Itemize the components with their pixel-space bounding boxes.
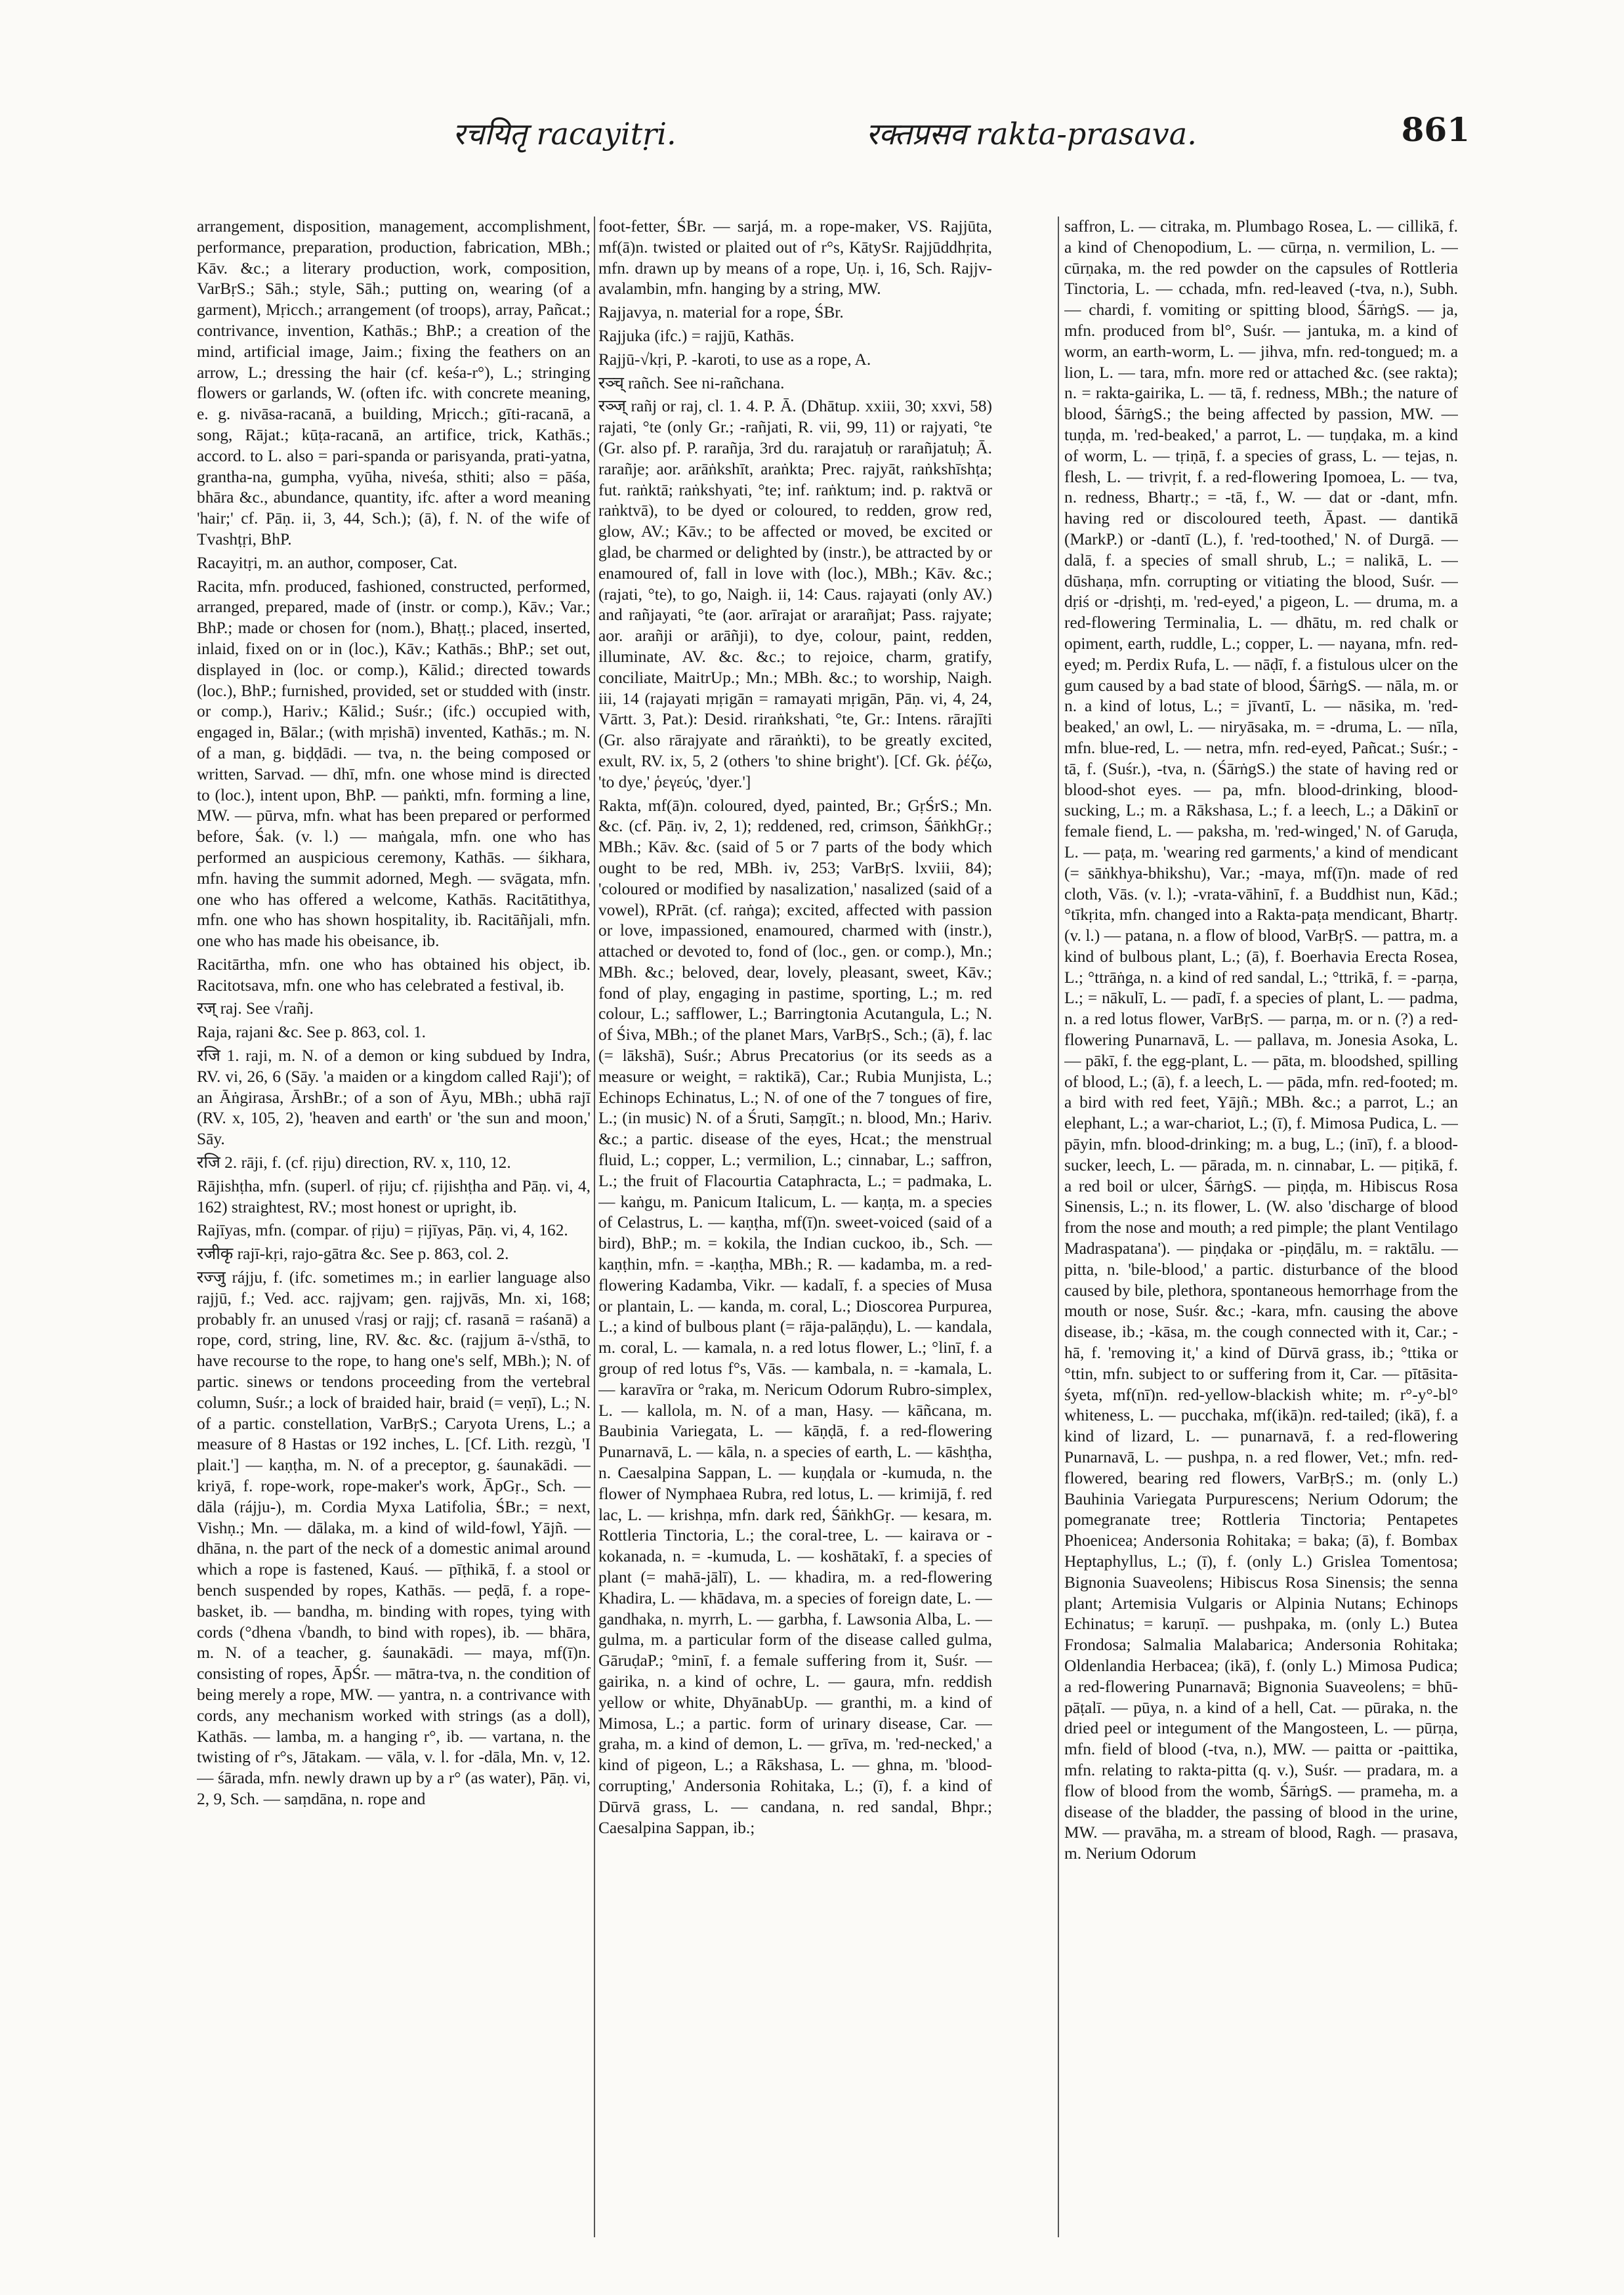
entry: रजीकृ rajī-kṛi, rajo-gātra &c. See p. 863, col. 2. — [197, 1245, 509, 1264]
entry: Rakta, mf(ā)n. coloured, dyed, painted, Br.; GṛŚrS.; Mn. &c. (cf. Pāṇ. iv, 2, 1); reddened, red, crimson, ŚāṅkhGṛ.; MBh.; Kāv. &c. (said of 5 or 7 parts of the body which ought to be red, MBh. iv, 253; VarBṛS. lxviii, 84); 'coloured or modified by nasalization,' nasalized (said of a vowel), RPrāt. (cf. raṅga); excited, affected with passion or love, impassioned, enamoured, charmed with (instr.), attached or devoted to, fond of (loc., gen. or comp.), Mn.; MBh. &c.; beloved, dear, lovely, pleasant, sweet, Kāv.; fond of play, engaging in pastime, sporting, L.; m. red colour, L.; safflower, L.; Barringtonia Acutangula, L.; N. of Śiva, MBh.; of the planet Mars, VarBṛS., Sch.; (ā), f. lac (= lākshā), Suśr.; Abrus Precatorius (or its seeds as a measure or weight, = raktikā), Car.; Rubia Munjista, L.; Echinops Echinatus, L.; N. of one of the 7 tongues of fire, L.; (in music) N. of a Śruti, Saṃgīt.; n. blood, Mn.; Hariv. &c.; a partic. disease of the eyes, Hcat.; the menstrual fluid, L.; copper, L.; vermilion, L.; cinnabar, L.; saffron, L.; the fruit of Flacourtia Cataphracta, L.; = padmaka, L. — kaṅgu, m. Panicum Italicum, L. — kaṇṭa, m. a species of Celastrus, L. — kaṇṭha, mf(ī)n. sweet-voiced (said of a bird), BhP.; m. = kokila, the Indian cuckoo, ib., Sch. — kaṇṭhin, mfn. = -kaṇṭha, MBh.; R. — kadamba, m. a red-flowering Kadamba, Vikr. — kadalī, f. a species of Musa or plantain, L. — kanda, m. coral, L.; Dioscorea Purpurea, L.; a kind of bulbous plant (= rāja-palāṇḍu), L. — kandala, m. coral, L. — kamala, n. a red lotus flower, L.; °linī, f. a group of red lotus f°s, Vās. — kambala, n. = -kamala, L. — karavīra or °raka, m. Nericum Odorum Rubro-simplex, L. — kallola, m. N. of a man, Hasy. — kāñcana, m. Baubinia Variegata, L. — kāṇḍā, f. a red-flowering Punarnavā, L. — kāla, n. a species of earth, L. — kāshṭha, n. Caesalpina Sappan, L. — kuṇḍala or -kumuda, n. the flower of Nymphaea Rubra, red lotus, L. — krimijā, f. red lac, L. — krishṇa, mfn. dark red, ŚāṅkhGṛ. — kesara, m. Rottleria Tinctoria, L.; the coral-tree, L. — kairava or -kokanada, n. = -kumuda, L. — koshātakī, f. a species of plant (= mahā-jālī), L. — khadira, m. a red-flowering Khadira, L. — khādava, m. a species of foreign date, L. — gandhaka, n. myrrh, L. — garbha, f. Lawsonia Alba, L. — gulma, m. a particular form of the disease called gulma, GāruḍaP.; °minī, f. a female suffering from it, Suśr. — gairika, n. a kind of ochre, L. — gaura, mfn. reddish yellow or white, DhyānabUp. — granthi, m. a kind of Mimosa, L.; a partic. form of urinary disease, Car. — graha, m. a kind of demon, L. — grīva, m. 'red-necked,' a kind of pigeon, L.; a Rākshasa, L. — ghna, m. 'blood-corrupting,' Andersonia Rohitaka, L.; (ī), f. a kind of Dūrvā grass, L. — candana, n. red sandal, Bhpr.; Caesalpina Sappan, ib.; — [598, 796, 992, 1837]
entry: foot-fetter, ŚBr. — sarjá, m. a rope-maker, VS. Rajjūta, mf(ā)n. twisted or plaited out of r°s, KātySr. Rajjūddhṛita, mfn. drawn up by means of a rope, Uṇ. i, 16, Sch. Rajjv-avalambin, mfn. hanging by a string, MW. — [598, 217, 992, 299]
entry: Rajjavya, n. material for a rope, ŚBr. — [598, 303, 844, 322]
header-right-headword: रक्तप्रसव rakta-prasava. — [866, 116, 1197, 152]
entry: Racayitṛi, m. an author, composer, Cat. — [197, 553, 458, 572]
entry: रञ्च् rañch. See ni-rañchana. — [598, 373, 785, 392]
entry: saffron, L. — citraka, m. Plumbago Rosea, L. — cillikā, f. a kind of Chenopodium, L. — cūrṇa, n. vermilion, L. — cūrṇaka, m. the red powder on the capsules of Rottleria Tinctoria, L. — cchada, mfn. red-leaved (-tva, n.), Subh. — chardi, f. vomiting or spitting blood, ŚārṅgS. — ja, mfn. produced from bl°, Suśr. — jantuka, m. a kind of worm, an earth-worm, L. — jihva, mfn. red-tongued; m. a lion, L. — tara, mfn. more red or attached &c. (see rakta); n. = rakta-gairika, L. — tā, f. redness, MBh.; the nature of blood, ŚārṅgS.; the being affected by passion, MW. — tuṇḍa, m. 'red-beaked,' a parrot, L. — tuṇḍaka, m. a kind of worm, L. — tṛiṇā, f. a species of grass, L. — tejas, n. flesh, L. — trivṛit, f. a red-flowering Ipomoea, L. — tva, n. redness, Bhartṛ.; = -tā, f., W. — dat or -dant, mfn. having red or discoloured teeth, Āpast. — dantikā (MarkP.) or -dantī (L.), f. 'red-toothed,' N. of Durgā. — dalā, f. a species of small shrub, L.; = nalikā, L. — dūshaṇa, mfn. corrupting or vitiating the blood, Suśr. — dṛiś or -dṛishṭi, m. 'red-eyed,' a pigeon, L. — druma, m. a red-flowering Terminalia, L. — dhātu, m. red chalk or opiment, earth, ruddle, L.; copper, L. — nayana, mfn. red-eyed; m. Perdix Rufa, L. — nāḍī, f. a fistulous ulcer on the gum caused by a bad state of blood, ŚārṅgS. — nāla, m. or n. a kind of lotus, L.; = jīvantī, L. — nāsika, m. 'red-beaked,' an owl, L. — niryāsaka, m. = -druma, L. — nīla, mfn. blue-red, L. — netra, mfn. red-eyed, Pañcat.; Suśr.; -tā, f. (Suśr.), -tva, n. (ŚārṅgS.) the state of having red or blood-shot eyes. — pa, mfn. blood-drinking, blood-sucking, L.; m. a Rākshasa, L.; f. a leech, L.; a Dākinī or female fiend, L. — paksha, m. 'red-winged,' N. of Garuḍa, L. — paṭa, m. 'wearing red garments,' a kind of mendicant (= sāṅkhya-bhikshu), Var.; -maya, mf(ī)n. made of red cloth, Vās. (v. l.); -vrata-vāhinī, f. a Buddhist nun, Kād.; °tīkṛita, mfn. changed into a Rakta-paṭa mendicant, Bhartṛ. (v. l.) — patana, n. a flow of blood, VarBṛS. — pattra, m. a kind of bulbous plant, L.; (ā), f. Boerhavia Erecta Rosea, L.; °ttrāṅga, n. a kind of red sandal, L.; °ttrikā, f. = -parṇa, L.; = nākulī, L. — padī, f. a species of plant, L. — padma, n. a red lotus flower, VarBṛS. — parṇa, m. or n. (?) a red-flowering Punarnavā, L. — pallava, m. Jonesia Asoka, L. — pākī, f. the egg-plant, L. — pāta, m. bloodshed, spilling of blood, L.; (ā), f. a leech, L. — pāda, mfn. red-footed; m. a bird with red feet, Yājñ.; MBh. &c.; a parrot, L.; an elephant, L.; a war-chariot, L.; (ī), f. Mimosa Pudica, L. — pāyin, mfn. blood-drinking; m. a bug, L.; (inī), f. a blood-sucker, leech, L. — pārada, m. n. cinnabar, L. — piṭikā, f. a red boil or ulcer, ŚārṅgS. — piṇḍa, m. Hibiscus Rosa Sinensis, L.; n. its flower, L. (W. also 'discharge of blood from the nose and mouth; a red pimple; the plant Ventilago Madraspatana'). — piṇḍaka or -piṇḍālu, m. = raktālu. — pitta, n. 'bile-blood,' a partic. disturbance of the blood caused by bile, plethora, spontaneous hemorrhage from the mouth or nose, Suśr. &c.; -kara, mfn. causing the above disease, ib.; -kāsa, m. the cough connected with it, Car.; -hā, f. 'removing it,' a kind of Dūrvā grass, ib.; °ttika or °ttin, mfn. subject to or suffering from it, Car. — pītāsita-śyeta, mf(nī)n. red-yellow-blackish white; m. r°-y°-bl° whiteness, L. — pucchaka, mf(ikā)n. red-tailed; (ikā), f. a kind of lizard, L. — punarnavā, f. a red-flowering Punarnavā, L. — pushpa, n. a red flower, Vet.; mfn. red-flowered, bearing red flowers, VarBṛS.; m. (only L.) Bauhinia Variegata Purpurescens; Nerium Odorum; the pomegranate tree; Rottleria Tinctoria; Pentapetes Phoenicea; Andersonia Rohitaka; = baka; (ā), f. Bombax Heptaphyllus, L.; (ī), f. (only L.) Grislea Tomentosa; Bignonia Suaveolens; Hibiscus Rosa Sinensis; the senna plant; Artemisia Vulgaris or Alpinia Nutans; Echinops Echinatus; = karuṇī. — pushpaka, m. (only L.) Butea Frondosa; Salmalia Malabarica; Andersonia Rohitaka; Oldenlandia Herbacea; (ikā), f. (only L.) Mimosa Pudica; a red-flowering Punarnavā; Bignonia Suaveolens; = bhū-pāṭalī. — pūya, n. a kind of a hell, Cat. — pūraka, n. the dried peel or integument of the Mangosteen, L. — pūrṇa, mfn. field of blood (-tva, n.), MW. — paitta or -paittika, mfn. relating to rakta-pitta (q. v.), Suśr. — pradara, m. a flow of blood from the womb, ŚārṅgS. — prameha, m. a disease of the bladder, the passing of blood in the urine, MW. — pravāha, m. a stream of blood, Ragh. — prasava, m. Nerium Odorum — [1064, 217, 1458, 1863]
entry: Raja, rajani &c. See p. 863, col. 1. — [197, 1023, 427, 1042]
entry: रजि 2. rāji, f. (cf. ṛiju) direction, RV. x, 110, 12. — [197, 1153, 511, 1172]
entry: Rajjū-√kṛi, P. -karoti, to use as a rope, A. — [598, 350, 871, 369]
entry: Racitārtha, mfn. one who has obtained his object, ib. Racitotsava, mfn. one who has celebrated a festival, ib. — [197, 955, 591, 995]
entry: arrangement, disposition, management, accomplishment, performance, preparation, production, fabrication, MBh.; Kāv. &c.; a literary production, work, composition, VarBṛS.; Sāh.; style, Sāh.; putting on, wearing (of a garment), Mṛicch.; arrangement (of troops), array, Pañcat.; contrivance, invention, Kathās.; BhP.; a creation of the mind, artificial image, Jaim.; fixing the feathers on an arrow, L.; dressing the hair (cf. keśa-r°), L.; stringing flowers or garlands, W. (often ifc. with concrete meaning, e. g. nivāsa-racanā, a building, Mṛicch.; gīti-racanā, a song, Rājat.; kūṭa-racanā, an artifice, trick, Kathās.; accord. to L. also = pari-spanda or parisyanda, prati-yatna, grantha-na, gumpha, vyūha, niveśa, sthiti; also = pāśa, bhāra &c., abundance, quantity, ifc. after a word meaning 'hair;' cf. Pāṇ. ii, 3, 44, Sch.); (ā), f. N. of the wife of Tvashṭṛi, BhP. — [197, 217, 591, 548]
column-divider — [594, 217, 595, 2237]
header-left-headword: रचयितृ racayitṛi. — [453, 116, 677, 152]
column-divider — [1058, 217, 1059, 2237]
entry: Racita, mfn. produced, fashioned, constructed, performed, arranged, prepared, made of (instr. or comp.), Kāv.; Var.; BhP.; made or chosen for (nom.), Bhaṭṭ.; placed, inserted, inlaid, fixed on or in (loc.), Kāv.; Kathās.; BhP.; set out, displayed in (loc. or comp.), Kālid.; directed towards (loc.), BhP.; furnished, provided, set or studded with (instr. or comp.), Hariv.; Kālid.; Suśr.; (ifc.) occupied with, engaged in, Bālar.; (with mṛishā) invented, Kathās.; m. N. of a man, g. biḍḍādi. — tva, n. the being composed or written, Sarvad. — dhī, mfn. one whose mind is directed to (loc.), intent upon, BhP. — paṅkti, mfn. forming a line, MW. — pūrva, mfn. what has been prepared or performed before, Śak. (v. l.) — maṅgala, mfn. one who has performed an auspicious ceremony, Kathās. — śikhara, mfn. having the summit adorned, Megh. — svāgata, mfn. one who has offered a welcome, Kathās. Racitātithya, mfn. one who has shown hospitality, ib. Racitāñjali, mfn. one who has made his obeisance, ib. — [197, 577, 591, 951]
entry: रञ्ज् rañj or raj, cl. 1. 4. P. Ā. (Dhātup. xxiii, 30; xxvi, 58) rajati, °te (only Gr.; -rañjati, R. vii, 99, 11) or rajyati, °te (Gr. also pf. P. rarañja, 3rd du. rarajatuḥ or rarañjatuḥ; Ā. rarañje; aor. arāṅkshīt, araṅkta; Prec. rajyāt, raṅkshīshṭa; fut. raṅktā; raṅkshyati, °te; inf. raṅktum; ind. p. raktvā or raṅktvā), to be dyed or coloured, to redden, grow red, glow, AV.; Kāv.; to be affected or moved, be excited or glad, be charmed or delighted by (instr.), be attracted by or enamoured of, fall in love with (loc.), MBh.; Kāv. &c.; (rajati, °te), to go, Naigh. ii, 14: Caus. rajayati (only AV.) and rañjayati, °te (aor. arīrajat or ararañjat; Pass. rajyate; aor. arañji or arāñji), to dye, colour, paint, redden, illuminate, AV. &c. &c.; to rejoice, charm, gratify, conciliate, MaitrUp.; Mn.; MBh. &c.; to worship, Naigh. iii, 14 (rajayati mṛigān = ramayati mṛigān, Pāṇ. vi, 4, 24, Vārtt. 3, Pat.): Desid. riraṅkshati, °te, Gr.: Intens. rārajīti (Gr. also rārajyate and rāraṅkti), to be greatly excited, exult, RV. ix, 5, 2 (others 'to shine bright'). [Cf. Gk. ῥέζω, 'to dye,' ῥεγεύς, 'dyer.'] — [598, 397, 992, 791]
entry: Rajīyas, mfn. (compar. of ṛiju) = ṛijīyas, Pāṇ. vi, 4, 162. — [197, 1221, 568, 1240]
dictionary-column-2 — [598, 217, 992, 2237]
entry: रज् raj. See √rañj. — [197, 999, 314, 1018]
entry: Rajjuka (ifc.) = rajjū, Kathās. — [598, 326, 795, 345]
entry: Rājishṭha, mfn. (superl. of ṛiju; cf. ṛijishṭha and Pāṇ. vi, 4, 162) straightest, RV.; most honest or upright, ib. — [197, 1176, 591, 1216]
dictionary-column-3 — [1064, 217, 1458, 2237]
dictionary-column-1 — [197, 217, 591, 2237]
entry: रजि 1. raji, m. N. of a demon or king subdued by Indra, RV. vi, 26, 6 (Sāy. 'a maiden or a kingdom called Raji'); of an Āṅgirasa, ĀrshBr.; of a son of Āyu, MBh.; ubhā rajī (RV. x, 105, 2), 'heaven and earth' or 'the sun and moon,' Sāy. — [197, 1046, 591, 1149]
page-number: 861 — [1401, 110, 1470, 149]
entry: रज्जु rájju, f. (ifc. sometimes m.; in earlier language also rajjū, f.; Ved. acc. rajjvam; gen. rajjvās, Mn. xi, 168; probably fr. an unused √rasj or rajj; cf. rasanā = raśanā) a rope, cord, string, line, RV. &c. &c. (rajjum ā-√sthā, to have recourse to the rope, to hang one's self, MBh.); N. of partic. sinews or tendons proceeding from the vertebral column, Suśr.; a lock of braided hair, braid (= veṇī), L.; N. of a partic. constellation, VarBṛS.; Caryota Urens, L.; a measure of 8 Hastas or 192 inches, L. [Cf. Lith. rezgù, 'I plait.'] — kaṇṭha, m. N. of a preceptor, g. śaunakādi. — kriyā, f. rope-work, rope-maker's work, ĀpGṛ., Sch. — dāla (rájju-), m. Cordia Myxa Latifolia, ŚBr.; = next, Vishṇ.; Mn. — dālaka, m. a kind of wild-fowl, Yājñ. — dhāna, n. the part of the neck of a domestic animal around which a rope is fastened, Kauś. — pīṭhikā, f. a stool or bench suspended by ropes, Kathās. — peḍā, f. a rope-basket, ib. — bandha, m. binding with ropes, tying with cords (°dhena √bandh, to bind with ropes), ib. — bhāra, m. N. of a teacher, g. śaunakādi. — maya, mf(ī)n. consisting of ropes, ĀpŚr. — mātra-tva, n. the condition of being merely a rope, MW. — yantra, n. a contrivance with cords, any mechanism worked with strings (as a doll), Kathās. — lamba, m. a hanging r°, ib. — vartana, n. the twisting of r°s, Jātakam. — vāla, v. l. for -dāla, Mn. v, 12. — śārada, mfn. newly drawn up by a r° (as water), Pāṇ. vi, 2, 9, Sch. — saṃdāna, n. rope and — [197, 1268, 591, 1808]
running-header — [197, 110, 1470, 172]
